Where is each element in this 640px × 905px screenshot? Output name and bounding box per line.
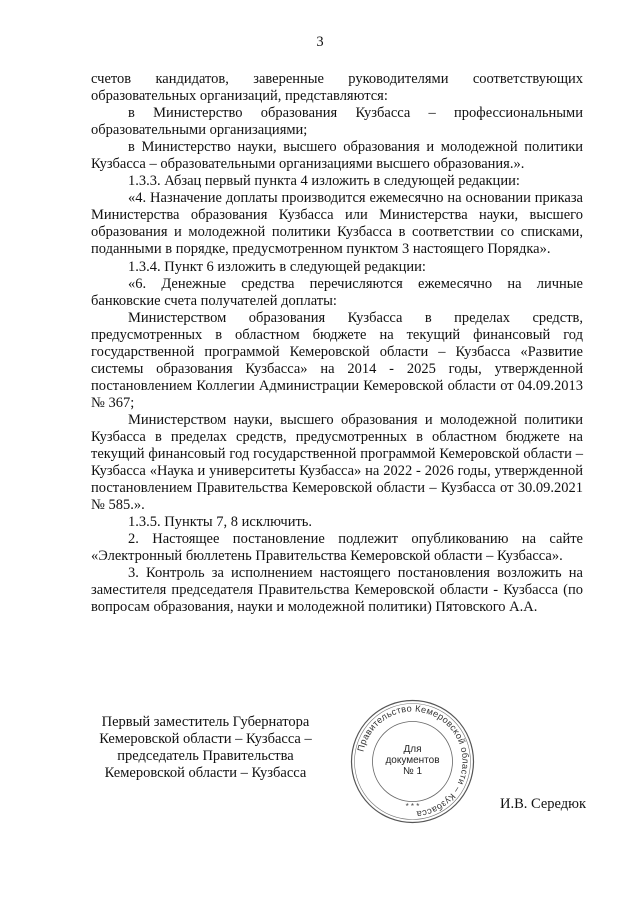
paragraph: в Министерство науки, высшего образования и молодежной политики Кузбасса – образовательными организациями высшего образования.». <box>91 139 583 173</box>
signatory-title-line: Кемеровской области – Кузбасса <box>104 765 307 782</box>
paragraph: «4. Назначение доплаты производится ежемесячно на основании приказа Министерства образования Кузбасса или Министерства науки, высшего образования и молодежной политики Кузбасса в соответствии со списками, поданными в порядке, предусмотренном пунктом 3 настоящего Порядка». <box>91 190 583 258</box>
paragraph: счетов кандидатов, заверенные руководителями соответствующих образовательных организаций, представляются: <box>91 71 583 105</box>
paragraph: «6. Денежные средства перечисляются ежемесячно на личные банковские счета получателей доплаты: <box>91 275 583 309</box>
paragraph: Министерством науки, высшего образования и молодежной политики Кузбасса в пределах средств, предусмотренных в областном бюджете на текущий финансовый год государственной программой Кемеровской области – Кузбасса «Наука и университеты Кузбасса» на 2022 - 2026 годы, утвержденной постановлением Правительства Кемеровской области – Кузбасса от 30.09.2021 № 585.». <box>91 411 583 514</box>
document-body <box>91 71 583 617</box>
seal-center-line: документов <box>385 755 440 766</box>
seal-center-line: Для <box>403 744 422 755</box>
page-number: 3 <box>316 34 324 50</box>
paragraph: 1.3.5. Пункты 7, 8 исключить. <box>128 514 313 531</box>
svg-text:* * *: * * * <box>405 802 420 811</box>
seal-center <box>349 744 476 777</box>
official-seal <box>349 698 476 825</box>
seal-center-line: № 1 <box>402 766 423 777</box>
paragraph: 2. Настоящее постановление подлежит опубликованию на сайте «Электронный бюллетень Правительства Кемеровской области – Кузбасса». <box>91 531 583 565</box>
paragraph: 1.3.3. Абзац первый пункта 4 изложить в следующей редакции: <box>128 173 520 190</box>
signatory-title-line: председатель Правительства <box>117 748 294 765</box>
signatory-title <box>88 714 323 782</box>
signatory-title-line: Кемеровской области – Кузбасса – <box>99 731 312 748</box>
paragraph: 3. Контроль за исполнением настоящего постановления возложить на заместителя председателя Правительства Кемеровской области - Кузбасса (по вопросам образования, науки и молодежной политики) Пятовского А.А. <box>91 565 583 616</box>
signatory-title-line: Первый заместитель Губернатора <box>101 714 310 730</box>
seal-ring-text: Правительство Кемеровской области – Кузбасса <box>355 703 471 820</box>
paragraph: Министерством образования Кузбасса в пределах средств, предусмотренных в областном бюджете на текущий финансовый год государственной программой Кемеровской области – Кузбасса «Развитие системы образования Кузбасса» на 2014 - 2025 годы, утвержденной постановлением Коллегии Администрации Кемеровской области от 04.09.2013 № 367; <box>91 309 583 411</box>
paragraph: в Министерство образования Кузбасса – профессиональными образовательными организациями; <box>91 105 583 139</box>
paragraph: 1.3.4. Пункт 6 изложить в следующей редакции: <box>128 258 426 275</box>
signatory-name: И.В. Середюк <box>500 796 587 812</box>
